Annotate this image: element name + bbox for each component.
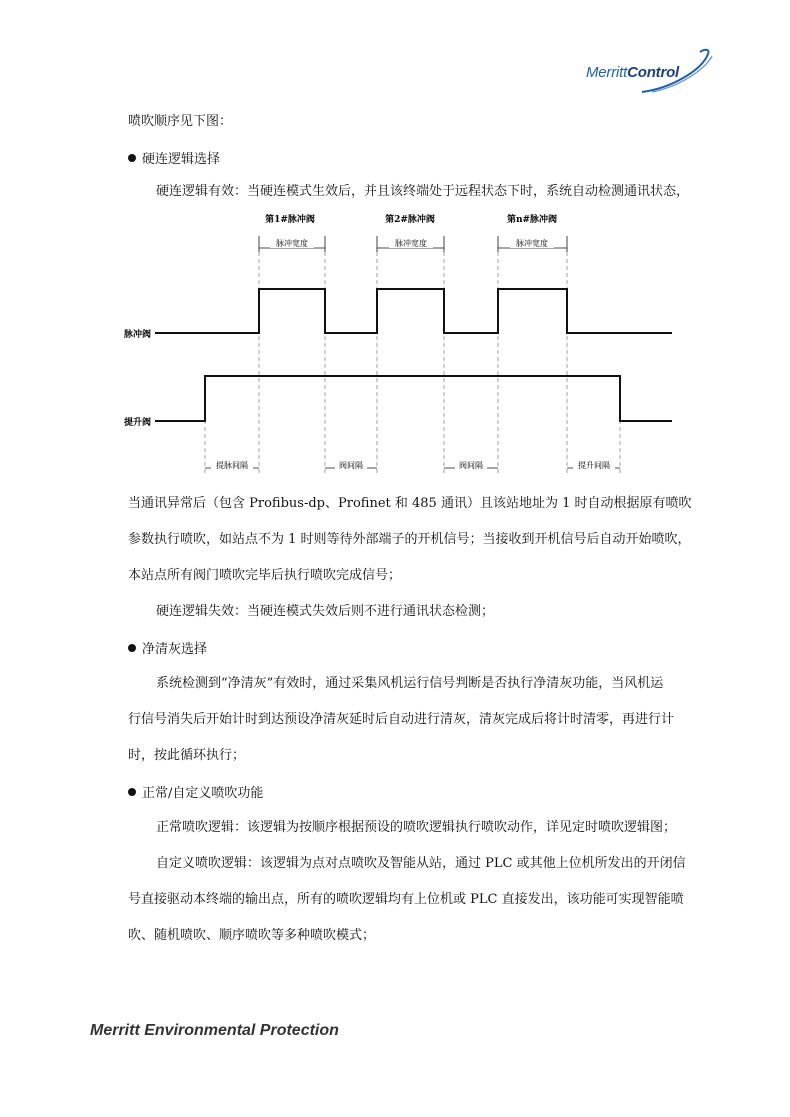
paragraph-line: 正常喷吹逻辑：该逻辑为按顺序根据预设的喷吹逻辑执行喷吹动作，详见定时喷吹逻辑图； — [156, 820, 677, 835]
paragraph-line: 自定义喷吹逻辑：该逻辑为点对点喷吹及智能从站，通过 PLC 或其他上位机所发出的开闭信 — [156, 856, 686, 871]
valven-label: 第n#脉冲阀 — [506, 215, 558, 225]
section-custom-blow-heading — [128, 782, 263, 801]
gap-valve-label-1: 阀间隔 — [339, 461, 363, 470]
paragraph-line: 号直接驱动本终端的输出点，所有的喷吹逻辑均有上位机或 PLC 直接发出，该功能可实现智能喷 — [128, 892, 684, 907]
paragraph-line: 系统检测到“净清灰”有效时，通过采集风机运行信号判断是否执行净清灰功能，当风机运 — [156, 676, 664, 691]
pulse-valve-label: 脉冲阀 — [124, 330, 152, 340]
valve1-label: 第1#脉冲阀 — [265, 215, 315, 225]
section-title: 正常/自定义喷吹功能 — [142, 786, 264, 801]
section-title: 净清灰选择 — [142, 642, 208, 657]
paragraph-line: 时，按此循环执行； — [128, 748, 246, 763]
bullet-icon — [128, 788, 136, 796]
pulse-valve-waveform — [155, 289, 672, 333]
gap-valve-label-2: 阀间隔 — [459, 461, 483, 470]
section-clean-ash-heading — [128, 638, 207, 657]
paragraph-line: 行信号消失后开始计时到达预设净清灰延时后自动进行清灰，清灰完成后将计时清零，再进行计 — [128, 712, 675, 727]
lift-valve-label: 提升阀 — [124, 418, 152, 428]
gap-start-label: 提脉间隔 — [216, 461, 248, 470]
logo-word-control: Control — [627, 64, 680, 81]
gap-end-label: 提升间隔 — [578, 461, 610, 470]
paragraph-line: 参数执行喷吹，如站点不为 1 时则等待外部端子的开机信号；当接收到开机信号后自动开始喷吹， — [128, 532, 691, 547]
paragraph-line: 硬连逻辑失效：当硬连模式失效后则不进行通讯状态检测； — [156, 604, 495, 619]
valve2-label: 第2#脉冲阀 — [385, 215, 435, 225]
footer-company-name: Merritt Environmental Protection — [90, 1022, 339, 1039]
intro-text: 喷吹顺序见下图： — [128, 114, 233, 129]
bullet-icon — [128, 644, 136, 652]
paragraph-line: 当通讯异常后（包含 Profibus-dp、Profinet 和 485 通讯）且该站地址为 1 时自动根据原有喷吹 — [128, 496, 692, 511]
paragraph-line: 硬连逻辑有效：当硬连模式生效后，并且该终端处于远程状态下时，系统自动检测通讯状态， — [156, 184, 690, 199]
lift-valve-waveform — [155, 376, 672, 421]
pulse-width-label-1: 脉冲宽度 — [276, 239, 308, 248]
paragraph-line: 吹、随机喷吹、顺序喷吹等多种喷吹模式； — [128, 928, 376, 943]
section-title: 硬连逻辑选择 — [142, 152, 221, 167]
paragraph-line: 本站点所有阀门喷吹完毕后执行喷吹完成信号； — [128, 568, 402, 583]
logo-word-merritt: Merritt — [586, 64, 628, 81]
pulse-timing-diagram — [0, 0, 790, 500]
pulse-width-label-3: 脉冲宽度 — [516, 239, 548, 248]
pulse-width-label-2: 脉冲宽度 — [395, 239, 427, 248]
dashed-guides — [205, 252, 620, 475]
